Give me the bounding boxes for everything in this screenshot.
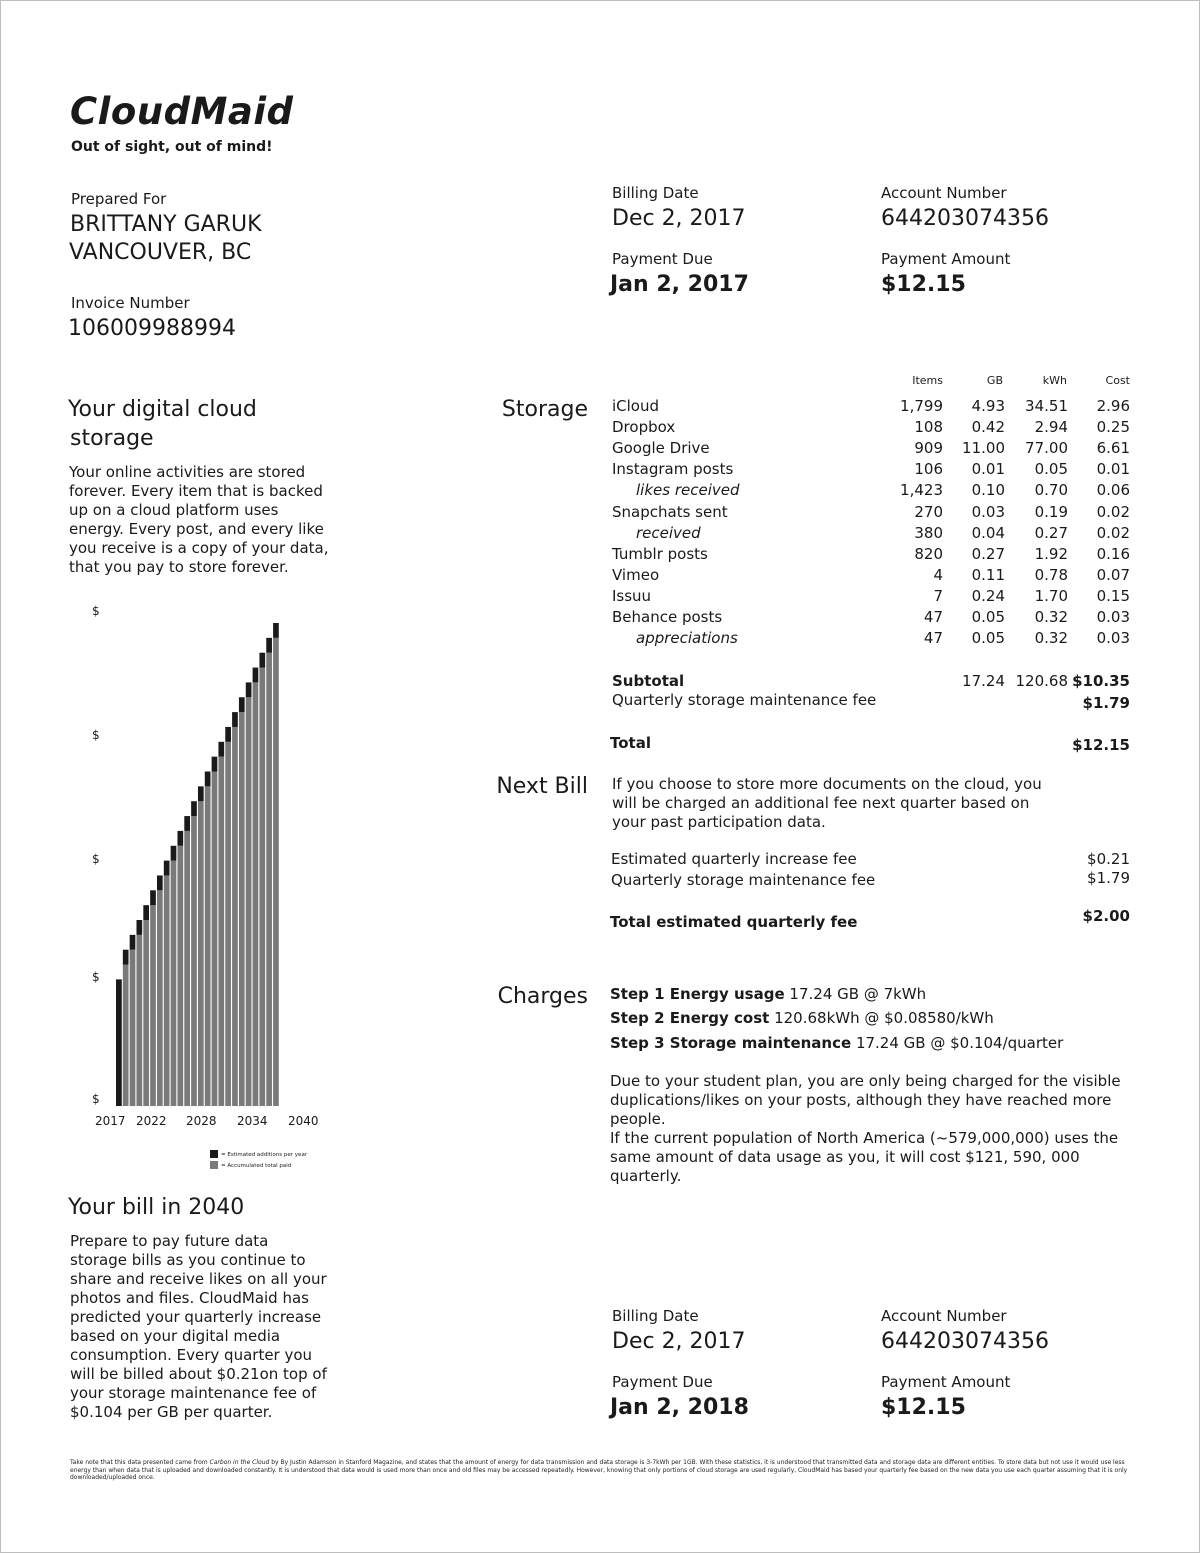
customer-name: BRITTANY GARUK xyxy=(70,212,262,237)
storage-row xyxy=(612,587,1132,608)
bar-addition-2029 xyxy=(198,786,204,801)
bill-2040-title: Your bill in 2040 xyxy=(68,1195,245,1220)
charges-note-population: If the current population of North America (~579,000,000) uses the same amount of data usage as you, it will cost $121, 590, 000 quarterly. xyxy=(610,1129,1119,1185)
charge-step-2-label: Step 2 Energy cost xyxy=(610,1009,770,1027)
billing-date: Dec 2, 2017 xyxy=(612,206,746,231)
total-estimated-label: Total estimated quarterly fee xyxy=(610,913,858,931)
bar-addition-2022 xyxy=(150,890,156,905)
bottom-payment-due: Jan 2, 2018 xyxy=(610,1395,749,1420)
storage-row xyxy=(612,629,1132,650)
storage-intro-title-line2: storage xyxy=(70,426,154,451)
bar-total-2025 xyxy=(171,861,177,1106)
subtotal-row xyxy=(612,672,1132,693)
cost-projection-chart xyxy=(80,595,350,1175)
charge-step-1-label: Step 1 Energy usage xyxy=(610,985,785,1003)
bar-addition-2025 xyxy=(171,846,177,861)
storage-item-name: received xyxy=(636,523,701,542)
bar-addition-2037 xyxy=(253,668,259,683)
charge-step-3-detail: 17.24 GB @ $0.104/quarter xyxy=(855,1034,1064,1052)
storage-item-cost: 0.16 xyxy=(1096,544,1130,563)
legend-label: = Estimated additions per year xyxy=(221,1152,308,1158)
storage-row xyxy=(612,566,1132,587)
y-tick-label: $ xyxy=(92,728,100,742)
charge-step-3-label: Step 3 Storage maintenance xyxy=(610,1034,852,1052)
footnote-part1: Take note that this data presented came from xyxy=(70,1459,210,1466)
bar-addition-2036 xyxy=(246,682,252,697)
bar-total-2038 xyxy=(259,668,265,1106)
storage-section-title: Storage xyxy=(501,397,588,422)
storage-item-cost: 0.01 xyxy=(1096,460,1130,479)
invoice-number: 106009988994 xyxy=(68,316,236,341)
charge-step-3 xyxy=(610,1034,1063,1052)
storage-item-kwh: 0.19 xyxy=(1034,502,1068,521)
bar-total-2037 xyxy=(253,682,259,1106)
storage-item-cost: 0.25 xyxy=(1096,418,1130,437)
next-bill-text: If you choose to store more documents on the cloud, you will be charged an additional fee next quarter based on your past participation data. xyxy=(612,775,1042,831)
x-tick-label: 2022 xyxy=(136,1114,167,1128)
maintenance-row xyxy=(612,691,1132,712)
bar-total-2026 xyxy=(177,846,183,1106)
storage-row xyxy=(612,397,1132,418)
storage-item-name: Issuu xyxy=(612,586,652,605)
storage-item-kwh: 0.27 xyxy=(1034,523,1068,542)
billing-date-label: Billing Date xyxy=(612,184,699,202)
bottom-payment-amount: $12.15 xyxy=(881,1395,966,1420)
bottom-account-number: 644203074356 xyxy=(881,1329,1049,1354)
bar-total-2030 xyxy=(205,786,211,1106)
storage-item-count: 820 xyxy=(914,544,943,563)
y-tick-label: $ xyxy=(92,604,100,618)
storage-item-count: 7 xyxy=(933,586,943,605)
storage-item-cost: 0.07 xyxy=(1096,565,1130,584)
bar-total-2021 xyxy=(143,920,149,1106)
storage-row xyxy=(612,481,1132,502)
storage-item-count: 270 xyxy=(914,502,943,521)
storage-item-cost: 0.03 xyxy=(1096,629,1130,648)
storage-row xyxy=(612,418,1132,439)
storage-item-count: 47 xyxy=(923,608,943,626)
y-tick-label: $ xyxy=(92,970,100,984)
storage-item-kwh: 0.70 xyxy=(1034,481,1068,500)
storage-item-kwh: 77.00 xyxy=(1025,439,1068,458)
storage-item-count: 380 xyxy=(914,523,943,542)
bar-addition-2023 xyxy=(157,875,163,890)
total-estimated-value: $2.00 xyxy=(1082,907,1130,925)
increase-fee-value: $0.21 xyxy=(1087,850,1130,868)
x-tick-label: 2040 xyxy=(288,1114,319,1128)
bar-total-2031 xyxy=(212,772,218,1106)
payment-due: Jan 2, 2017 xyxy=(610,272,749,297)
footnote-source-title: Carbon in the Cloud xyxy=(209,1459,270,1466)
maintenance-cost: $1.79 xyxy=(1082,694,1130,712)
bar-total-2020 xyxy=(136,935,142,1106)
storage-item-cost: 0.02 xyxy=(1096,523,1130,542)
bottom-account-number-label: Account Number xyxy=(881,1307,1007,1325)
storage-item-count: 909 xyxy=(914,439,943,458)
storage-item-name: Tumblr posts xyxy=(612,544,708,563)
bar-total-2018 xyxy=(123,965,129,1106)
storage-item-gb: 11.00 xyxy=(962,439,1005,458)
maintenance-label: Quarterly storage maintenance fee xyxy=(612,691,877,709)
next-maintenance-value: $1.79 xyxy=(1087,869,1130,887)
storage-item-name: Vimeo xyxy=(612,565,660,584)
footnote xyxy=(70,1459,1130,1482)
charges-section-title: Charges xyxy=(497,984,588,1009)
storage-item-name: Behance posts xyxy=(612,608,723,626)
storage-item-count: 108 xyxy=(914,418,943,437)
storage-item-name: iCloud xyxy=(612,397,660,415)
bar-addition-2039 xyxy=(266,638,272,653)
bar-addition-2019 xyxy=(130,935,136,950)
bar-addition-2021 xyxy=(143,905,149,920)
charge-step-1-detail: 17.24 GB @ 7kWh xyxy=(789,985,927,1003)
bar-addition-2030 xyxy=(205,772,211,787)
storage-item-gb: 0.10 xyxy=(971,481,1005,500)
legend-swatch xyxy=(210,1161,218,1169)
legend-swatch xyxy=(210,1150,218,1158)
bill-2040-text: Prepare to pay future data storage bills as you continue to share and receive likes on all your photos and files. CloudMaid has predicted your quarterly increase based on your digital media consumption. Every quarter you will be billed about $0.21on top of your storage maintenance fee of $0.104 per GB per quarter. xyxy=(70,1232,327,1421)
account-number: 644203074356 xyxy=(881,206,1049,231)
bottom-billing-date-label: Billing Date xyxy=(612,1307,699,1325)
storage-item-count: 47 xyxy=(923,629,943,648)
y-tick-label: $ xyxy=(92,852,100,866)
footnote-part2: by By Justin Adamson in Stanford Magazine, and states that the amount of energy for data transmission and data storage is 3-7kWh per 1GB. With these statistics, it is understood that transmitted data and storage data are different entities. To store data but not use it would use less energy than when data that is uploaded and downloaded constantly. It is understood that data would is used more than once and old files may be accessed repeatedly. However, knowing that only portions of cloud storage are used regularly, CloudMaid has based your quarterly fee based on the new data you use each quarter assuming that it is only downloaded/uploaded once. xyxy=(70,1459,1128,1481)
legend-label: = Accumulated total paid xyxy=(221,1163,292,1169)
bar-total-2036 xyxy=(246,697,252,1106)
subtotal-kwh: 120.68 xyxy=(1015,672,1068,690)
storage-item-name: Google Drive xyxy=(612,439,710,458)
storage-item-name: likes received xyxy=(636,481,740,500)
total-cost: $12.15 xyxy=(1072,736,1130,754)
charge-step-2 xyxy=(610,1009,994,1027)
storage-row xyxy=(612,545,1132,566)
storage-item-kwh: 0.32 xyxy=(1034,629,1068,648)
bar-total-2032 xyxy=(218,757,224,1106)
storage-item-gb: 0.11 xyxy=(971,565,1005,584)
bar-addition-2038 xyxy=(259,653,265,668)
storage-item-name: Snapchats sent xyxy=(612,502,728,521)
next-maintenance-label: Quarterly storage maintenance fee xyxy=(611,871,876,889)
storage-item-gb: 0.24 xyxy=(971,586,1005,605)
bar-addition-2027 xyxy=(184,816,190,831)
storage-item-name: Instagram posts xyxy=(612,460,734,479)
bar-total-2040 xyxy=(273,638,279,1106)
bar-total-2029 xyxy=(198,801,204,1106)
storage-item-count: 4 xyxy=(933,565,943,584)
header-gb: GB xyxy=(986,374,1003,387)
storage-item-gb: 0.04 xyxy=(971,523,1005,542)
bar-addition-2035 xyxy=(239,697,245,712)
bar-total-2033 xyxy=(225,742,231,1106)
charges-note-student: Due to your student plan, you are only being charged for the visible duplications/likes on your posts, although they have reached more people. xyxy=(610,1072,1121,1128)
x-tick-label: 2028 xyxy=(186,1114,217,1128)
payment-amount: $12.15 xyxy=(881,272,966,297)
invoice-number-label: Invoice Number xyxy=(71,294,190,312)
x-tick-label: 2034 xyxy=(237,1114,268,1128)
brand-tagline: Out of sight, out of mind! xyxy=(71,139,273,155)
storage-intro-text: Your online activities are stored forever. Every item that is backed up on a cloud platform uses energy. Every post, and every like you receive is a copy of your data, that you pay to store forever. xyxy=(69,463,329,576)
bar-addition-2024 xyxy=(164,861,170,876)
subtotal-cost: $10.35 xyxy=(1072,672,1130,690)
storage-item-cost: 0.06 xyxy=(1096,481,1130,500)
storage-item-cost: 2.96 xyxy=(1096,397,1130,415)
storage-item-count: 1,799 xyxy=(900,397,943,415)
storage-item-kwh: 0.78 xyxy=(1034,565,1068,584)
bar-addition-2028 xyxy=(191,801,197,816)
subtotal-label: Subtotal xyxy=(612,672,685,690)
storage-intro-title-line1: Your digital cloud xyxy=(68,397,257,422)
storage-item-name: appreciations xyxy=(636,629,738,648)
storage-item-cost: 0.15 xyxy=(1096,586,1130,605)
bottom-payment-amount-label: Payment Amount xyxy=(881,1373,1011,1391)
bottom-payment-due-label: Payment Due xyxy=(612,1373,713,1391)
storage-item-kwh: 1.70 xyxy=(1034,586,1068,605)
bar-total-2035 xyxy=(239,712,245,1106)
subtotal-gb: 17.24 xyxy=(962,672,1005,690)
bar-addition-2020 xyxy=(136,920,142,935)
bar-addition-2018 xyxy=(123,950,129,965)
customer-location: VANCOUVER, BC xyxy=(69,240,252,265)
bar-addition-2032 xyxy=(218,742,224,757)
bar-addition-2017 xyxy=(116,979,122,1106)
bar-total-2019 xyxy=(130,950,136,1106)
bar-total-2034 xyxy=(232,727,238,1106)
bar-addition-2026 xyxy=(177,831,183,846)
storage-row xyxy=(612,608,1132,629)
brand-logo: CloudMaid xyxy=(70,90,294,133)
total-label: Total xyxy=(610,734,651,752)
storage-item-gb: 0.42 xyxy=(971,418,1005,437)
storage-item-gb: 0.05 xyxy=(971,608,1005,626)
storage-item-kwh: 0.32 xyxy=(1034,608,1068,626)
bar-total-2023 xyxy=(157,890,163,1106)
header-cost: Cost xyxy=(1105,374,1130,387)
bar-addition-2040 xyxy=(273,623,279,638)
payment-amount-label: Payment Amount xyxy=(881,250,1011,268)
bar-total-2024 xyxy=(164,875,170,1106)
bar-addition-2034 xyxy=(232,712,238,727)
storage-item-kwh: 2.94 xyxy=(1034,418,1068,437)
header-items: Items xyxy=(912,374,943,387)
storage-item-gb: 0.01 xyxy=(971,460,1005,479)
bar-total-2039 xyxy=(266,653,272,1106)
storage-item-kwh: 1.92 xyxy=(1034,544,1068,563)
storage-item-gb: 4.93 xyxy=(971,397,1005,415)
storage-item-cost: 6.61 xyxy=(1096,439,1130,458)
storage-item-count: 1,423 xyxy=(900,481,943,500)
bar-addition-2031 xyxy=(212,757,218,772)
bar-total-2022 xyxy=(150,905,156,1106)
bottom-billing-date: Dec 2, 2017 xyxy=(612,1329,746,1354)
storage-item-cost: 0.02 xyxy=(1096,502,1130,521)
storage-row xyxy=(612,524,1132,545)
storage-item-kwh: 34.51 xyxy=(1025,397,1068,415)
storage-item-cost: 0.03 xyxy=(1096,608,1130,626)
y-tick-label: $ xyxy=(92,1092,100,1106)
storage-item-count: 106 xyxy=(914,460,943,479)
storage-item-gb: 0.27 xyxy=(971,544,1005,563)
bar-total-2028 xyxy=(191,816,197,1106)
increase-fee-label: Estimated quarterly increase fee xyxy=(611,850,857,868)
storage-item-kwh: 0.05 xyxy=(1034,460,1068,479)
bar-addition-2033 xyxy=(225,727,231,742)
storage-row xyxy=(612,460,1132,481)
payment-due-label: Payment Due xyxy=(612,250,713,268)
bar-total-2027 xyxy=(184,831,190,1106)
storage-row xyxy=(612,439,1132,460)
x-tick-label: 2017 xyxy=(95,1114,126,1128)
charge-step-2-detail: 120.68kWh @ $0.08580/kWh xyxy=(774,1009,994,1027)
charge-step-1 xyxy=(610,985,926,1003)
storage-item-gb: 0.05 xyxy=(971,629,1005,648)
next-bill-section-title: Next Bill xyxy=(496,774,588,799)
storage-item-name: Dropbox xyxy=(612,418,676,437)
header-kwh: kWh xyxy=(1042,374,1067,387)
storage-row xyxy=(612,503,1132,524)
storage-item-gb: 0.03 xyxy=(971,502,1005,521)
account-number-label: Account Number xyxy=(881,184,1007,202)
prepared-for-label: Prepared For xyxy=(71,190,167,208)
